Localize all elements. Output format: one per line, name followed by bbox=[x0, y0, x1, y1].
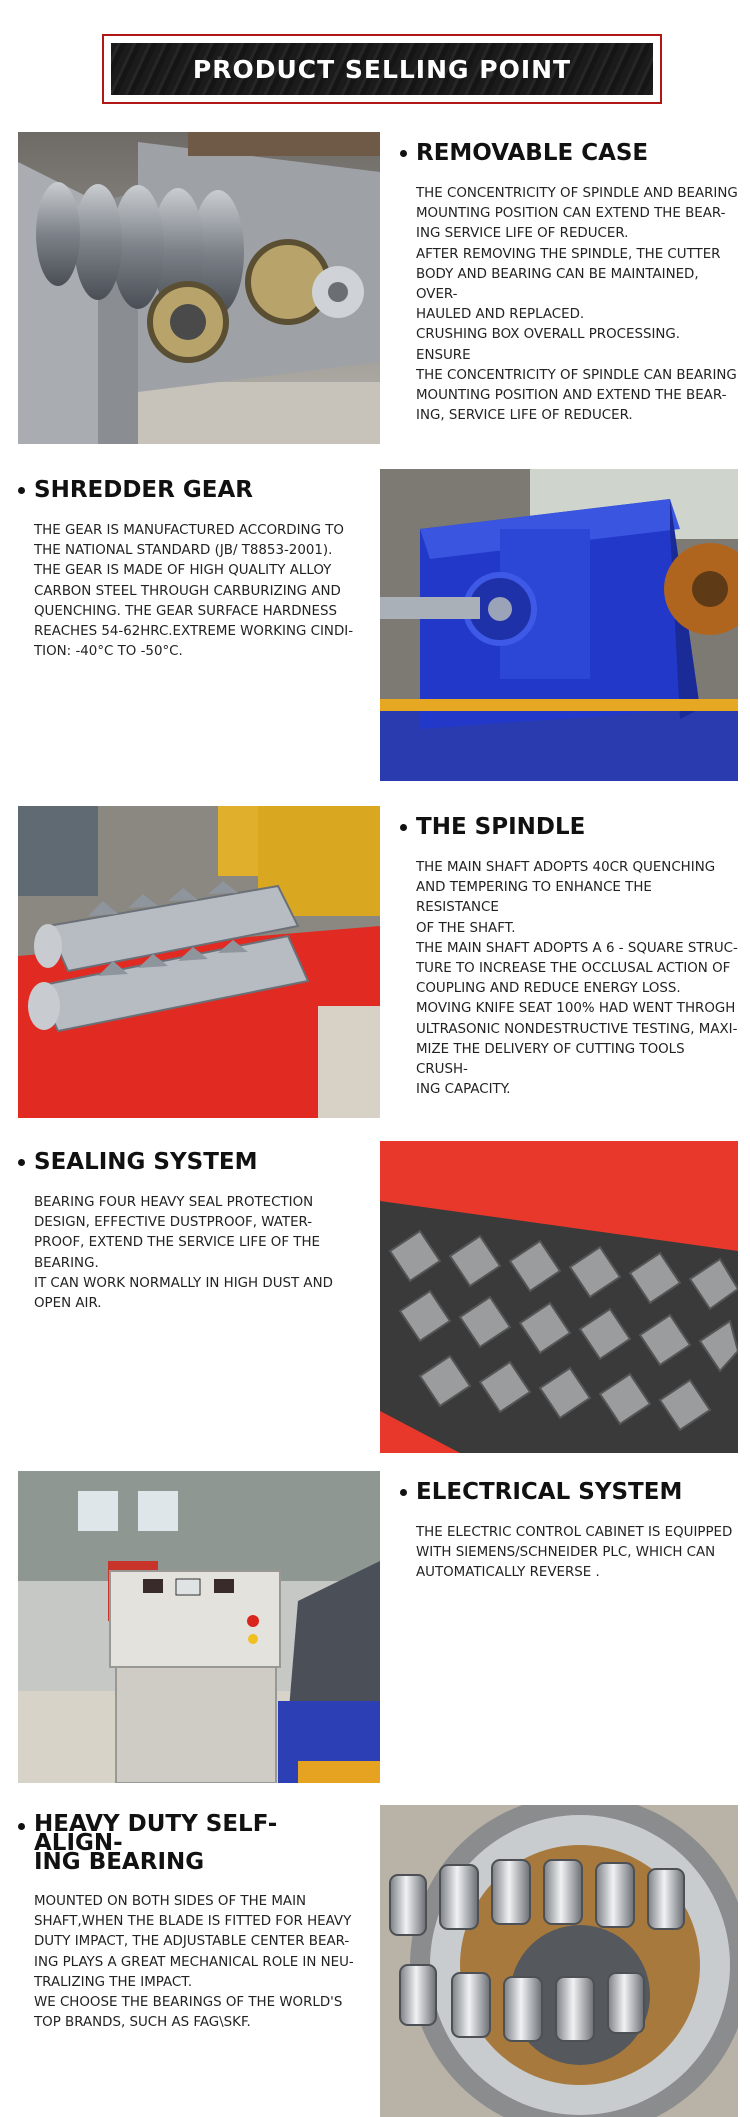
heading-label: SHREDDER GEAR bbox=[34, 477, 253, 503]
heading-label: ELECTRICAL SYSTEM bbox=[416, 1479, 683, 1505]
shredder-gear-text bbox=[18, 477, 354, 662]
section-heading bbox=[400, 142, 730, 164]
electrical-system-photo bbox=[18, 1471, 380, 1783]
sealing-system-text bbox=[18, 1151, 348, 1314]
section-removable-case bbox=[0, 132, 750, 444]
bullet-icon bbox=[18, 487, 25, 494]
spindle-text bbox=[400, 814, 738, 1100]
bullet-icon bbox=[18, 1823, 25, 1830]
bullet-icon bbox=[400, 1489, 407, 1496]
section-self-aligning-bearing bbox=[0, 1805, 750, 2117]
spindle-photo bbox=[18, 806, 380, 1118]
heading-label: HEAVY DUTY SELF-ALIGN- ING BEARING bbox=[34, 1811, 278, 1875]
heading-label: SEALING SYSTEM bbox=[34, 1149, 258, 1175]
sealing-system-photo bbox=[380, 1141, 738, 1453]
bullet-icon bbox=[400, 824, 407, 831]
heading-label: THE SPINDLE bbox=[416, 814, 586, 840]
section-shredder-gear bbox=[0, 469, 750, 781]
bullet-icon bbox=[400, 150, 407, 157]
bearing-photo bbox=[380, 1805, 738, 2117]
section-heading bbox=[18, 479, 348, 501]
section-description: THE CONCENTRICITY OF SPINDLE AND BEARING MOUNTING POSITION CAN EXTEND THE BEAR- ING SERVICE LIFE OF REDUCER. AFTER REMOVING THE SPINDLE, THE CUTTER BODY AND BEARING CAN BE MAINTAINED, OVER- HAULED AND REPLACED. CRUSHING BOX OVERALL PROCESSING. ENSURE THE CONCENTRICITY OF SPINDLE CAN BEARING MOUNTING POSITION AND EXTEND THE BEAR- ING, SERVICE LIFE OF REDUCER. bbox=[416, 186, 738, 424]
section-heading bbox=[18, 1151, 348, 1173]
section-description: THE MAIN SHAFT ADOPTS 40CR QUENCHING AND TEMPERING TO ENHANCE THE RESISTANCE OF THE SHAFT. THE MAIN SHAFT ADOPTS A 6 - SQUARE STRUC- TURE TO INCREASE THE OCCLUSAL ACTION OF COUPLING AND REDUCE ENERGY LOSS. MOVING KNIFE SEAT 100% HAD WENT THROGH ULTRASONIC NONDESTRUCTIVE TESTING, MAXI- MIZE THE DELIVERY OF CUTTING TOOLS CRUSH- ING CAPACITY. bbox=[416, 860, 738, 1098]
section-description: THE ELECTRIC CONTROL CABINET IS EQUIPPED WITH SIEMENS/SCHNEIDER PLC, WHICH CAN AUTOMATICALLY REVERSE . bbox=[416, 1525, 733, 1581]
removable-case-text bbox=[400, 140, 738, 426]
section-heading bbox=[400, 816, 730, 838]
heading-label: REMOVABLE CASE bbox=[416, 140, 649, 166]
shredder-gear-photo bbox=[380, 469, 738, 781]
removable-case-photo bbox=[18, 132, 380, 444]
section-electrical-system bbox=[0, 1471, 750, 1783]
electrical-system-text bbox=[400, 1479, 733, 1584]
section-sealing-system bbox=[0, 1141, 750, 1453]
section-description: THE GEAR IS MANUFACTURED ACCORDING TO THE NATIONAL STANDARD (JB/ T8853-2001). THE GEAR IS MADE OF HIGH QUALITY ALLOY CARBON STEEL THROUGH CARBURIZING AND QUENCHING. THE GEAR SURFACE HARDNESS REACHES 54-62HRC.EXTREME WORKING CINDI- TION: -40°C TO -50°C. bbox=[34, 523, 354, 660]
section-description: BEARING FOUR HEAVY SEAL PROTECTION DESIGN, EFFECTIVE DUSTPROOF, WATER- PROOF, EXTEND THE SERVICE LIFE OF THE BEARING. IT CAN WORK NORMALLY IN HIGH DUST AND OPEN AIR. bbox=[34, 1195, 333, 1312]
banner-frame bbox=[102, 34, 662, 104]
section-heading bbox=[400, 1481, 730, 1503]
section-the-spindle bbox=[0, 806, 750, 1118]
banner bbox=[111, 43, 653, 95]
bullet-icon bbox=[18, 1159, 25, 1166]
section-heading bbox=[18, 1811, 348, 1875]
section-description: MOUNTED ON BOTH SIDES OF THE MAIN SHAFT,WHEN THE BLADE IS FITTED FOR HEAVY DUTY IMPACT, THE ADJUSTABLE CENTER BEAR- ING PLAYS A GREAT MECHANICAL ROLE IN NEU- TRALIZING THE IMPACT. WE CHOOSE THE BEARINGS OF THE WORLD'S TOP BRANDS, SUCH AS FAG\SKF. bbox=[34, 1894, 354, 2031]
page-title: PRODUCT SELLING POINT bbox=[192, 54, 572, 84]
bearing-text bbox=[18, 1811, 354, 2033]
